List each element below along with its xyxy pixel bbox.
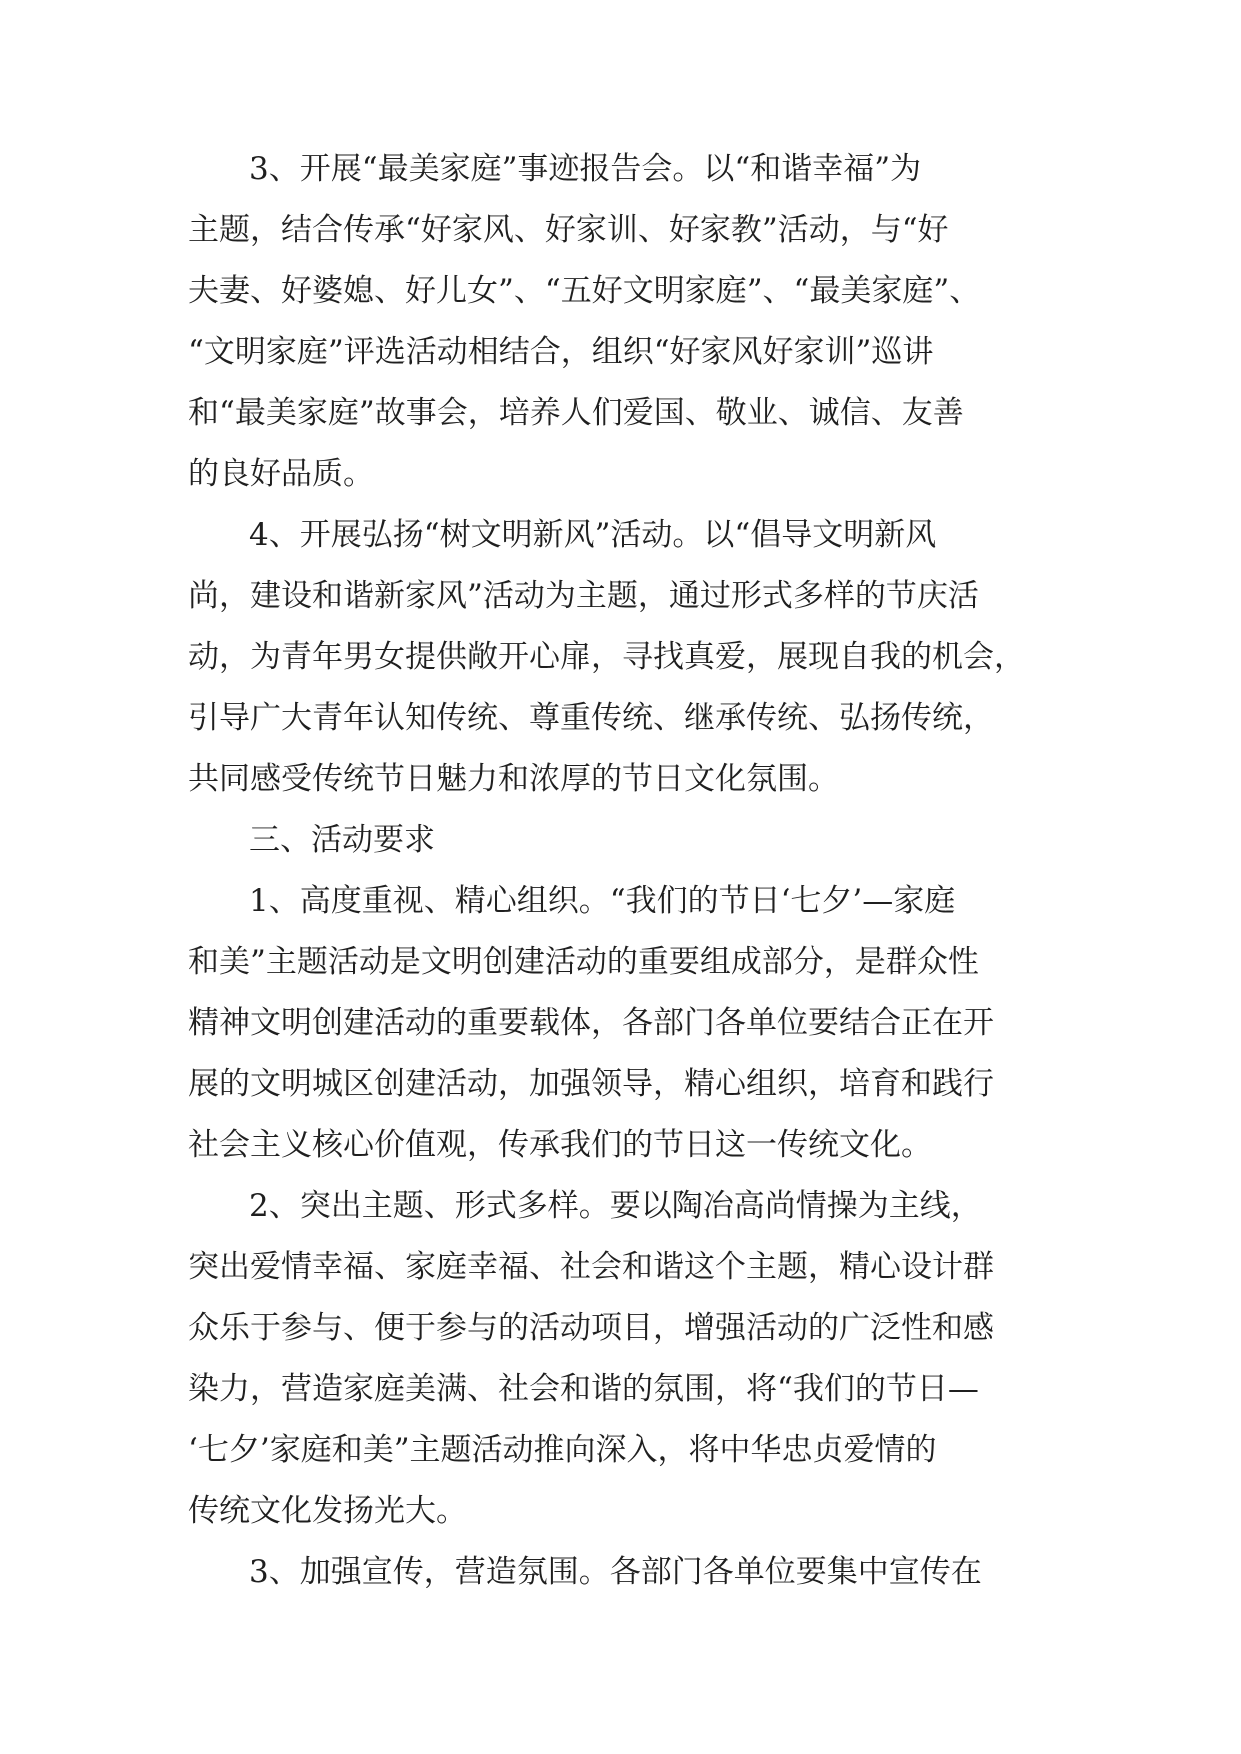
text-line: 3、加强宣传，营造氛围。各部门各单位要集中宣传在	[249, 1554, 982, 1590]
text-line: 1、高度重视、精心组织。“我们的节日‘七夕’—家庭	[249, 883, 956, 919]
text-line: 2、突出主题、形式多样。要以陶冶高尚情操为主线，	[249, 1188, 982, 1224]
section-heading: 三、活动要求	[249, 822, 435, 858]
text-line: 和“最美家庭”故事会，培养人们爱国、敬业、诚信、友善	[188, 395, 964, 431]
text-line: 展的文明城区创建活动，加强领导，精心组织，培育和践行	[188, 1066, 994, 1102]
text-line: 动，为青年男女提供敞开心扉，寻找真爱，展现自我的机会，	[188, 639, 1025, 675]
text-line: 社会主义核心价值观，传承我们的节日这一传统文化。	[188, 1127, 932, 1163]
text-line: 突出爱情幸福、家庭幸福、社会和谐这个主题，精心设计群	[188, 1249, 994, 1285]
text-line: 共同感受传统节日魅力和浓厚的节日文化氛围。	[188, 761, 839, 797]
text-line: 夫妻、好婆媳、好儿女”、“五好文明家庭”、“最美家庭”、	[188, 273, 981, 309]
text-line: 引导广大青年认知传统、尊重传统、继承传统、弘扬传统，	[188, 700, 994, 736]
text-line: 传统文化发扬光大。	[188, 1493, 467, 1529]
text-line: 3、开展“最美家庭”事迹报告会。以“和谐幸福”为	[249, 151, 922, 187]
text-line: “文明家庭”评选活动相结合，组织“好家风好家训”巡讲	[188, 334, 934, 370]
text-line: 精神文明创建活动的重要载体，各部门各单位要结合正在开	[188, 1005, 994, 1041]
text-line: 和美”主题活动是文明创建活动的重要组成部分，是群众性	[188, 944, 979, 980]
text-line: 4、开展弘扬“树文明新风”活动。以“倡导文明新风	[249, 517, 937, 553]
text-line: 的良好品质。	[188, 456, 374, 492]
text-line: 主题，结合传承“好家风、好家训、好家教”活动，与“好	[188, 212, 949, 248]
text-line: ‘七夕’家庭和美”主题活动推向深入，将中华忠贞爱情的	[188, 1432, 937, 1468]
text-line: 染力，营造家庭美满、社会和谐的氛围，将“我们的节日—	[188, 1371, 979, 1407]
text-line: 众乐于参与、便于参与的活动项目，增强活动的广泛性和感	[188, 1310, 994, 1346]
text-line: 尚，建设和谐新家风”活动为主题，通过形式多样的节庆活	[188, 578, 979, 614]
